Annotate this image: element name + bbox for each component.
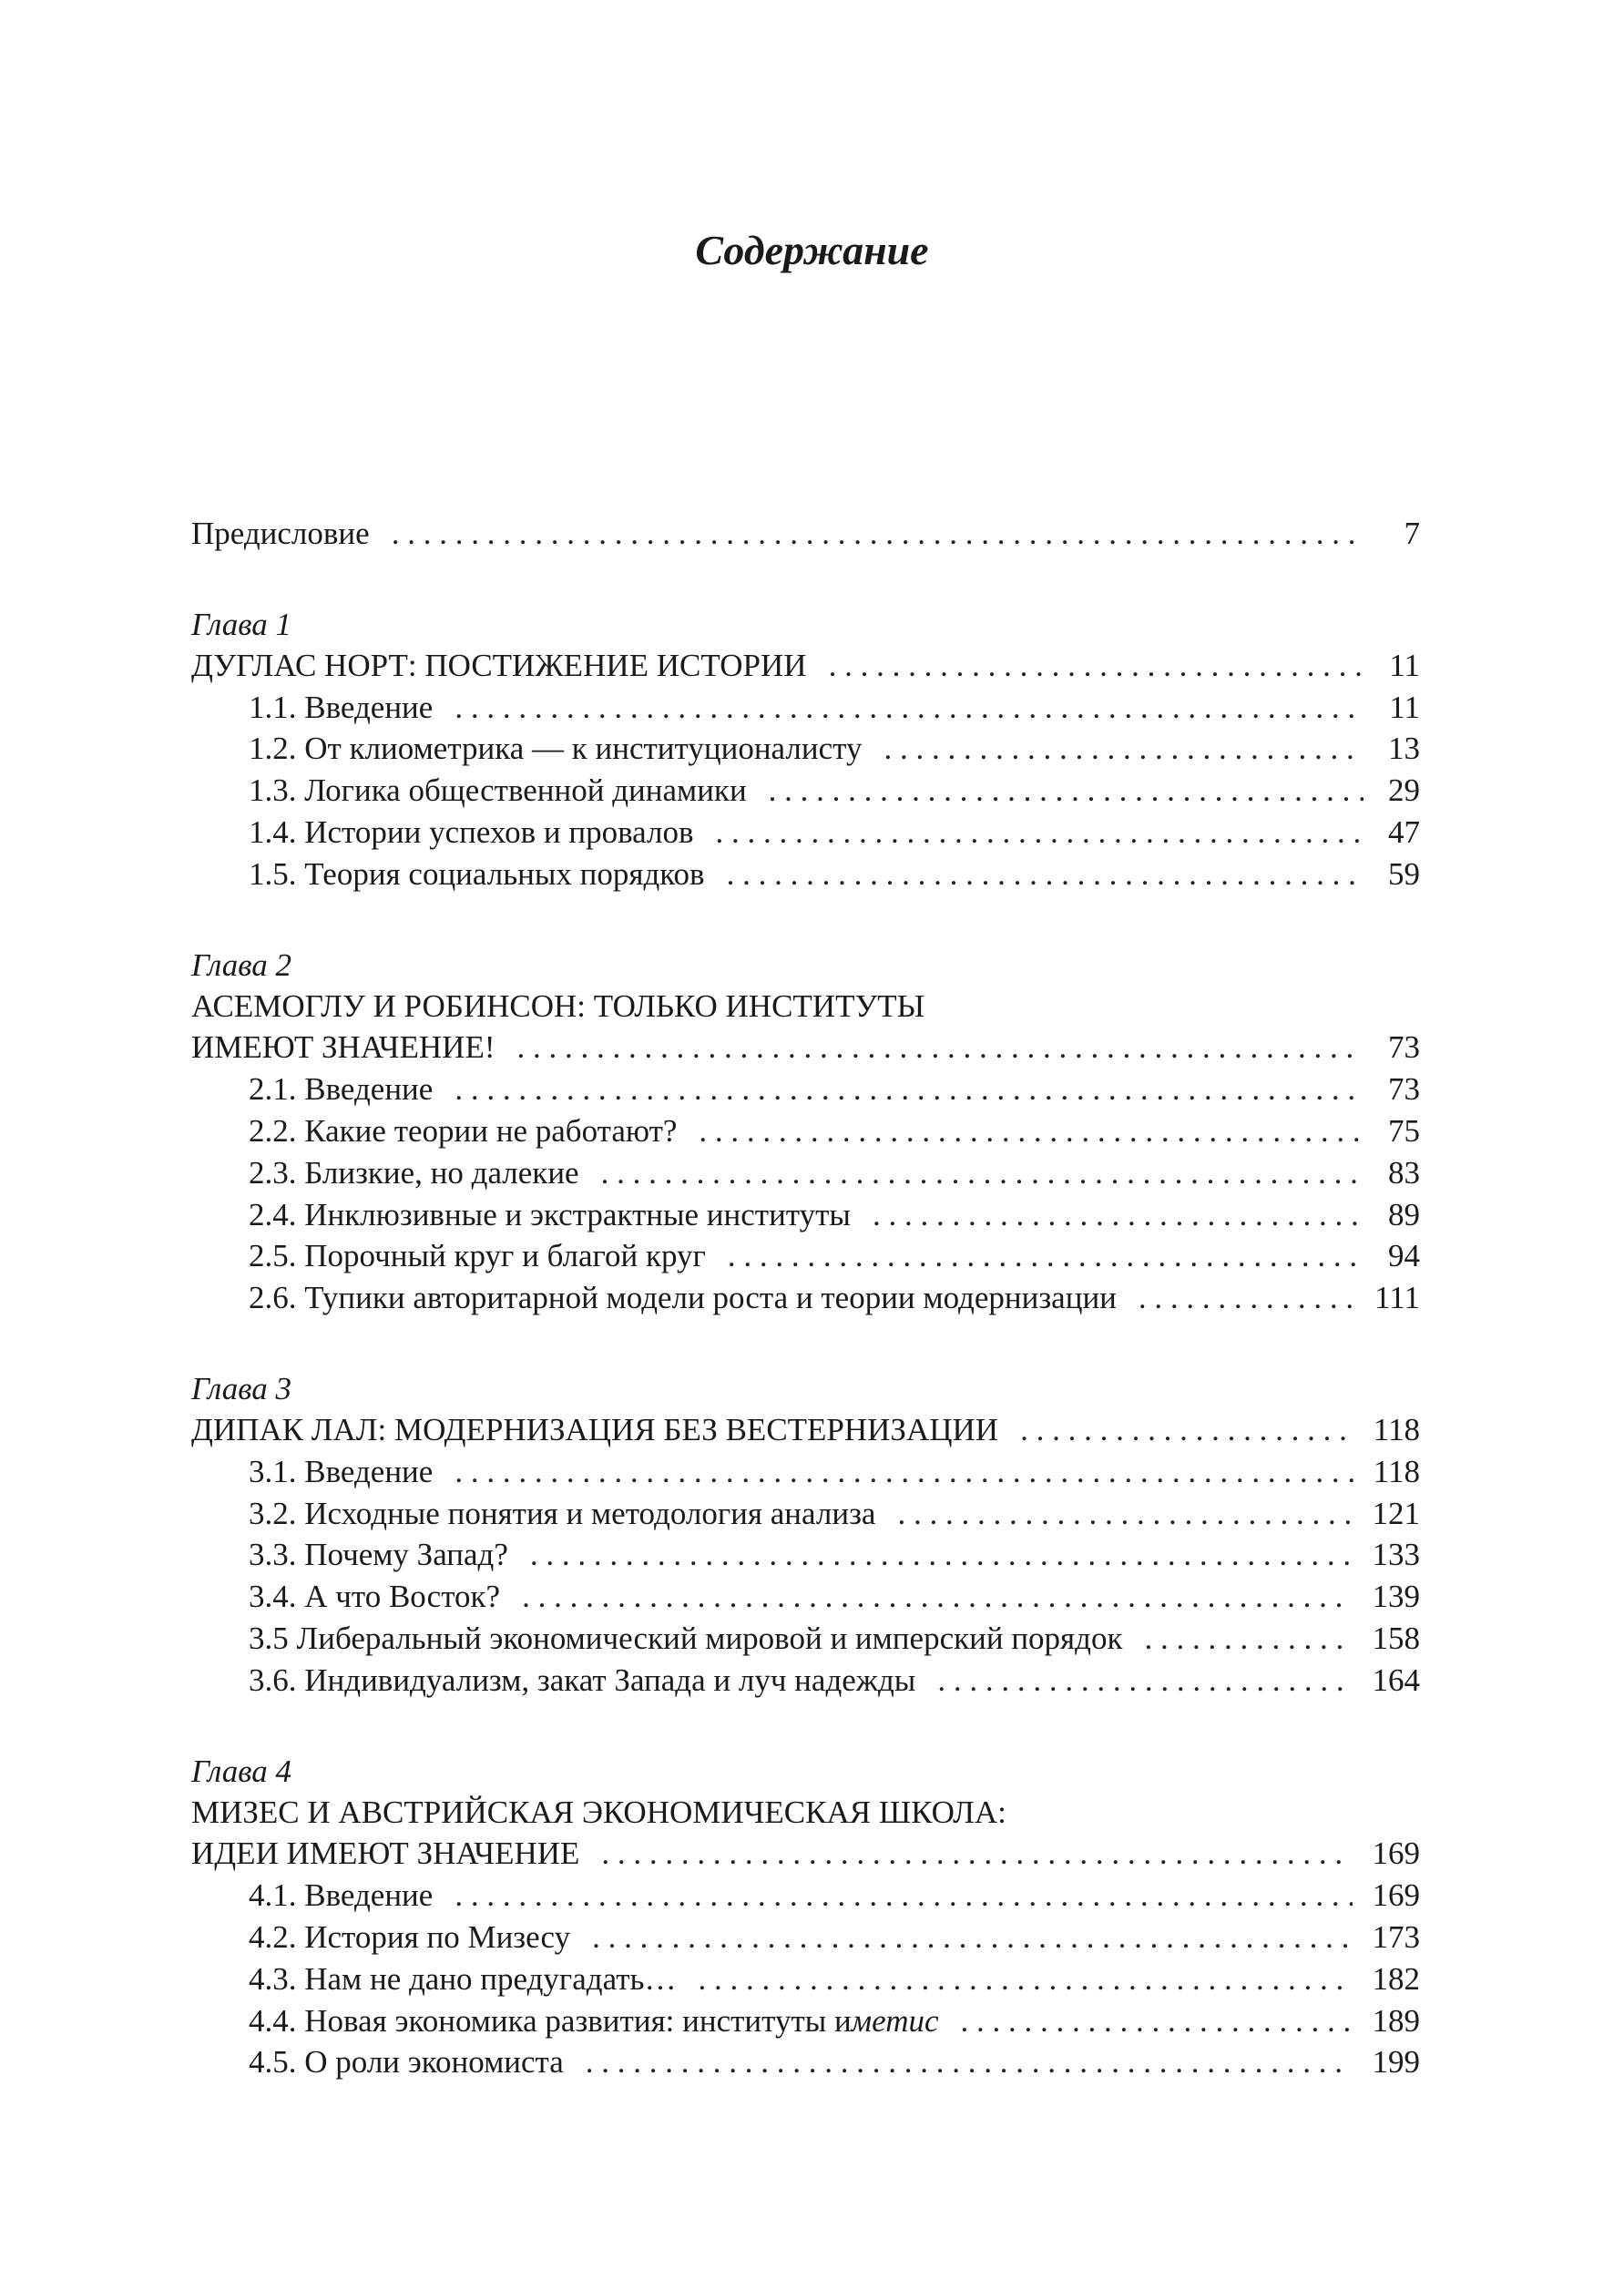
chapter-heading[interactable] <box>191 1833 1420 1875</box>
toc-entry-section-title: 2.4. Инклюзивные и экстрактные институты <box>249 1196 851 1232</box>
toc-entry-section-title: 2.1. Введение <box>249 1071 434 1108</box>
chapter-heading[interactable] <box>191 1792 1420 1834</box>
dot-leader <box>495 1027 1364 1069</box>
toc-entry-section-title: 4.2. История по Мизесу <box>249 1918 571 1955</box>
chapter-heading-title: ДИПАК ЛАЛ: МОДЕРНИЗАЦИЯ БЕЗ ВЕСТЕРНИЗАЦИИ <box>191 1411 999 1447</box>
toc-entry-section-title: 3.6. Индивидуализм, закат Запада и луч надежды <box>249 1662 916 1698</box>
toc-entry-section[interactable] <box>191 1194 1420 1236</box>
chapter-heading[interactable] <box>191 645 1420 687</box>
page-number: 29 <box>1388 772 1420 809</box>
chapter-block <box>191 946 1420 1319</box>
dot-leader <box>1117 1277 1354 1319</box>
page-number: 139 <box>1372 1579 1420 1615</box>
toc-entry-section-title: 4.1. Введение <box>249 1877 434 1914</box>
chapter-heading-title: АСЕМОГЛУ И РОБИНСОН: ТОЛЬКО ИНСТИТУТЫ <box>191 987 925 1024</box>
toc-entry-section-title: 3.5 Либеральный экономический мировой и имперский порядок <box>249 1620 1123 1656</box>
dot-leader <box>570 1917 1352 1958</box>
page-number: 173 <box>1372 1918 1420 1955</box>
dot-leader <box>939 2000 1353 2042</box>
dot-leader <box>851 1194 1364 1236</box>
page-number: 83 <box>1388 1154 1420 1191</box>
page-number: 11 <box>1389 647 1420 683</box>
dot-leader <box>998 1409 1353 1451</box>
toc-entry-section[interactable] <box>191 728 1420 770</box>
toc-entry-section[interactable] <box>191 1618 1420 1660</box>
toc-entry-section[interactable] <box>191 854 1420 895</box>
toc-entry-section-title: 4.5. О роли экономиста <box>249 2044 564 2081</box>
chapter-heading[interactable] <box>191 1409 1420 1451</box>
page-number: 182 <box>1372 1960 1420 1997</box>
chapter-heading-title: ИДЕИ ИМЕЮТ ЗНАЧЕНИЕ <box>191 1835 580 1872</box>
dot-leader <box>433 1069 1364 1110</box>
page-number: 199 <box>1372 2044 1420 2081</box>
page-number: 94 <box>1388 1238 1420 1274</box>
page-number: 169 <box>1372 1877 1420 1914</box>
page-number: 158 <box>1372 1620 1420 1656</box>
dot-leader <box>564 2041 1353 2083</box>
toc-entry-section-title: 2.3. Близкие, но далекие <box>249 1154 579 1191</box>
toc-entry-section-title: 2.6. Тупики авторитарной модели роста и теории модернизации <box>249 1280 1117 1316</box>
toc-entry-section[interactable] <box>191 1660 1420 1702</box>
toc-entry-section-title: 4.3. Нам не дано предугадать… <box>249 1960 677 1997</box>
dot-leader <box>677 1110 1364 1152</box>
page-number: 7 <box>1404 516 1420 551</box>
chapter-heading-title: ДУГЛАС НОРТ: ПОСТИЖЕНИЕ ИСТОРИИ <box>191 647 807 683</box>
dot-leader <box>500 1576 1352 1618</box>
toc-entry-section[interactable] <box>191 1235 1420 1277</box>
page-number: 47 <box>1388 813 1420 850</box>
toc-entry-section-title: 2.2. Какие теории не работают? <box>249 1112 678 1149</box>
page-number: 73 <box>1388 1071 1420 1108</box>
chapter-heading[interactable] <box>191 986 1420 1028</box>
table-of-contents <box>191 513 1420 2083</box>
chapter-label: Глава 4 <box>191 1753 291 1789</box>
dot-leader <box>433 687 1364 729</box>
toc-entry-section[interactable] <box>191 2041 1420 2083</box>
toc-entry-section[interactable] <box>191 1534 1420 1576</box>
dot-leader <box>433 1451 1353 1493</box>
dot-leader <box>862 728 1364 770</box>
page-number: 189 <box>1372 2002 1420 2039</box>
toc-entry-section[interactable] <box>191 1958 1420 2000</box>
toc-entry-section[interactable] <box>191 1110 1420 1152</box>
page-number: 169 <box>1372 1835 1420 1872</box>
dot-leader <box>807 645 1364 687</box>
page-number: 75 <box>1388 1112 1420 1149</box>
toc-entry-section-title: 2.5. Порочный круг и благой круг <box>249 1238 706 1274</box>
toc-entry-section[interactable] <box>191 812 1420 854</box>
page-number: 133 <box>1372 1537 1420 1573</box>
toc-entry-section-title: 3.3. Почему Запад? <box>249 1537 508 1573</box>
dot-leader <box>579 1152 1364 1194</box>
page-number: 89 <box>1388 1196 1420 1232</box>
dot-leader <box>677 1958 1353 2000</box>
chapter-heading-title: МИЗЕС И АВСТРИЙСКАЯ ЭКОНОМИЧЕСКАЯ ШКОЛА: <box>191 1794 1006 1830</box>
dot-leader <box>694 812 1364 854</box>
page-number: 111 <box>1374 1280 1420 1316</box>
page-title: Содержание <box>695 227 929 273</box>
toc-entry-section-title: 3.4. А что Восток? <box>249 1579 501 1615</box>
chapter-heading-title: ИМЕЮТ ЗНАЧЕНИЕ! <box>191 1029 495 1066</box>
dot-leader <box>433 1875 1352 1917</box>
toc-entry-section-title: 4.4. Новая экономика развития: институты и <box>249 2002 852 2039</box>
toc-entry-section-title: 1.5. Теория социальных порядков <box>249 855 705 892</box>
toc-entry-section[interactable] <box>191 1069 1420 1110</box>
dot-leader <box>875 1493 1352 1535</box>
chapter-label: Глава 3 <box>191 1370 291 1406</box>
dot-leader <box>579 1833 1352 1875</box>
toc-entry-section-title: 1.1. Введение <box>249 689 434 725</box>
dot-leader <box>1122 1618 1352 1660</box>
toc-entry-section[interactable] <box>191 2000 1420 2042</box>
dot-leader <box>370 513 1364 555</box>
toc-entry-section-title: 3.2. Исходные понятия и методология анализа <box>249 1495 876 1531</box>
chapter-block <box>191 1369 1420 1702</box>
chapter-block <box>191 605 1420 895</box>
toc-entry-preface-title: Предисловие <box>191 516 370 551</box>
dot-leader <box>705 854 1364 895</box>
toc-entry-section-title: 3.1. Введение <box>249 1453 434 1489</box>
toc-entry-section[interactable] <box>191 1152 1420 1194</box>
toc-entry-section-title: 1.4. Истории успехов и провалов <box>249 813 694 850</box>
page-number: 118 <box>1373 1411 1420 1447</box>
dot-leader <box>747 770 1364 812</box>
toc-entry-preface[interactable] <box>191 513 1420 555</box>
dot-leader <box>706 1235 1364 1277</box>
toc-entry-section[interactable] <box>191 770 1420 812</box>
toc-entry-section[interactable] <box>191 687 1420 729</box>
chapter-label: Глава 2 <box>191 946 291 983</box>
toc-entry-section[interactable] <box>191 1576 1420 1618</box>
toc-entry-section-title: 1.2. От клиометрика — к институционалисту <box>249 731 863 767</box>
page-number: 11 <box>1389 689 1420 725</box>
page-number: 73 <box>1388 1029 1420 1066</box>
page-number: 59 <box>1388 855 1420 892</box>
toc-entry-section-title-italic: метис <box>851 2002 939 2039</box>
page-number: 121 <box>1372 1495 1420 1531</box>
page-number: 13 <box>1388 731 1420 767</box>
dot-leader <box>915 1660 1352 1702</box>
dot-leader <box>508 1534 1353 1576</box>
page-number: 164 <box>1372 1662 1420 1698</box>
chapter-heading[interactable] <box>191 1027 1420 1069</box>
toc-entry-section-title: 1.3. Логика общественной динамики <box>249 772 747 809</box>
toc-entry-section[interactable] <box>191 1875 1420 1917</box>
toc-entry-section[interactable] <box>191 1493 1420 1535</box>
chapter-block <box>191 1752 1420 2084</box>
page-number: 118 <box>1373 1453 1420 1489</box>
toc-entry-section[interactable] <box>191 1277 1420 1319</box>
chapter-label: Глава 1 <box>191 606 291 642</box>
toc-entry-section[interactable] <box>191 1917 1420 1958</box>
toc-entry-section[interactable] <box>191 1451 1420 1493</box>
